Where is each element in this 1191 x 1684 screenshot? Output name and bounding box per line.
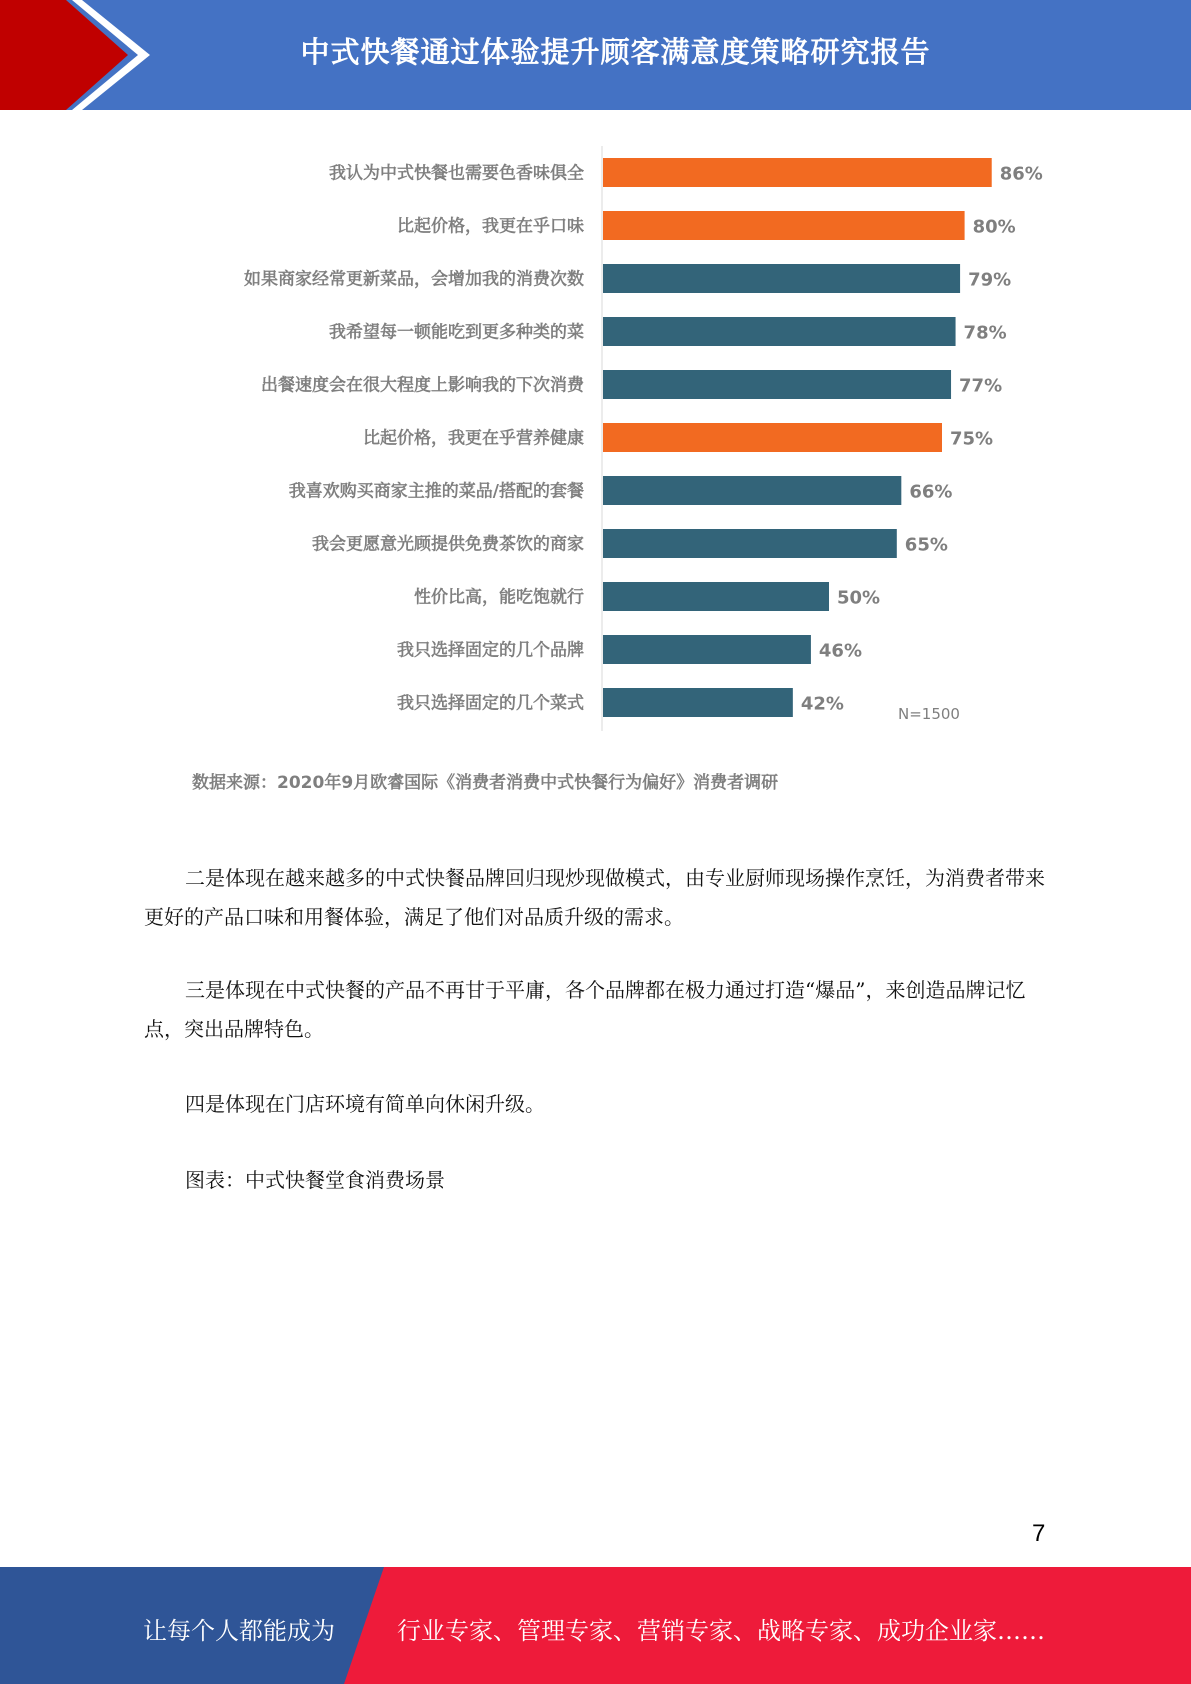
chart-bar [603, 688, 793, 717]
bar-value-label: 66% [909, 481, 953, 503]
footer-slogan-right: 行业专家、管理专家、营销专家、战略专家、成功企业家…… [397, 1617, 1045, 1645]
paragraph-4: 四是体现在门店环境有简单向休闲升级。 [185, 1092, 545, 1116]
page-header [0, 0, 1191, 110]
page-footer [0, 1567, 1191, 1684]
chart-bar [603, 529, 897, 558]
page-number: 7 [1032, 1520, 1046, 1547]
category-label: 我认为中式快餐也需要色香味俱全 [329, 163, 584, 184]
chart-source-note: 数据来源：2020年9月欧睿国际《消费者消费中式快餐行为偏好》消费者调研 [192, 773, 779, 793]
category-label: 出餐速度会在很大程度上影响我的下次消费 [261, 375, 584, 396]
bar-value-label: 86% [999, 163, 1043, 185]
category-label: 如果商家经常更新菜品，会增加我的消费次数 [244, 269, 584, 290]
chart-bar [603, 582, 829, 611]
sample-size-note: N=1500 [898, 705, 960, 723]
figure-caption: 图表：中式快餐堂食消费场景 [185, 1168, 445, 1192]
chart-bar [603, 264, 960, 293]
chart-bar [603, 635, 811, 664]
bar-value-label: 42% [800, 693, 844, 715]
bar-value-label: 78% [963, 322, 1007, 344]
paragraph-2: 二是体现在越来越多的中式快餐品牌回归现炒现做模式，由专业厨师现场操作烹饪，为消费者带来更好的产品口味和用餐体验，满足了他们对品质升级的需求。 [144, 866, 1045, 929]
chart-canvas [0, 140, 1191, 740]
category-label: 比起价格，我更在乎口味 [397, 216, 584, 237]
category-label: 我只选择固定的几个品牌 [397, 640, 584, 661]
bar-value-label: 46% [818, 640, 863, 662]
bar-value-label: 50% [837, 587, 881, 609]
category-label: 比起价格，我更在乎营养健康 [363, 428, 584, 449]
chart-bar [603, 317, 956, 346]
report-title: 中式快餐通过体验提升顾客满意度策略研究报告 [300, 35, 931, 69]
bar-value-label: 75% [950, 428, 994, 450]
paragraph-3: 三是体现在中式快餐的产品不再甘于平庸，各个品牌都在极力通过打造“爆品”，来创造品牌记忆点，突出品牌特色。 [144, 978, 1026, 1041]
chart-bar [603, 158, 992, 187]
bar-value-label: 77% [959, 375, 1003, 397]
chart-bar [603, 476, 901, 505]
bar-value-label: 65% [904, 534, 948, 556]
chart-bar [603, 370, 951, 399]
category-label: 我喜欢购买商家主推的菜品/搭配的套餐 [288, 481, 584, 502]
category-label: 我只选择固定的几个菜式 [397, 693, 584, 714]
bar-value-label: 80% [972, 216, 1016, 238]
category-label: 性价比高，能吃饱就行 [414, 587, 584, 608]
bar-value-label: 79% [968, 269, 1012, 291]
chart-bar [603, 423, 942, 452]
footer-slogan-left: 让每个人都能成为 [143, 1617, 335, 1645]
category-label: 我会更愿意光顾提供免费茶饮的商家 [312, 534, 584, 555]
survey-bar-chart [0, 140, 1191, 740]
chart-bar [603, 211, 965, 240]
category-label: 我希望每一顿能吃到更多种类的菜 [329, 322, 584, 343]
